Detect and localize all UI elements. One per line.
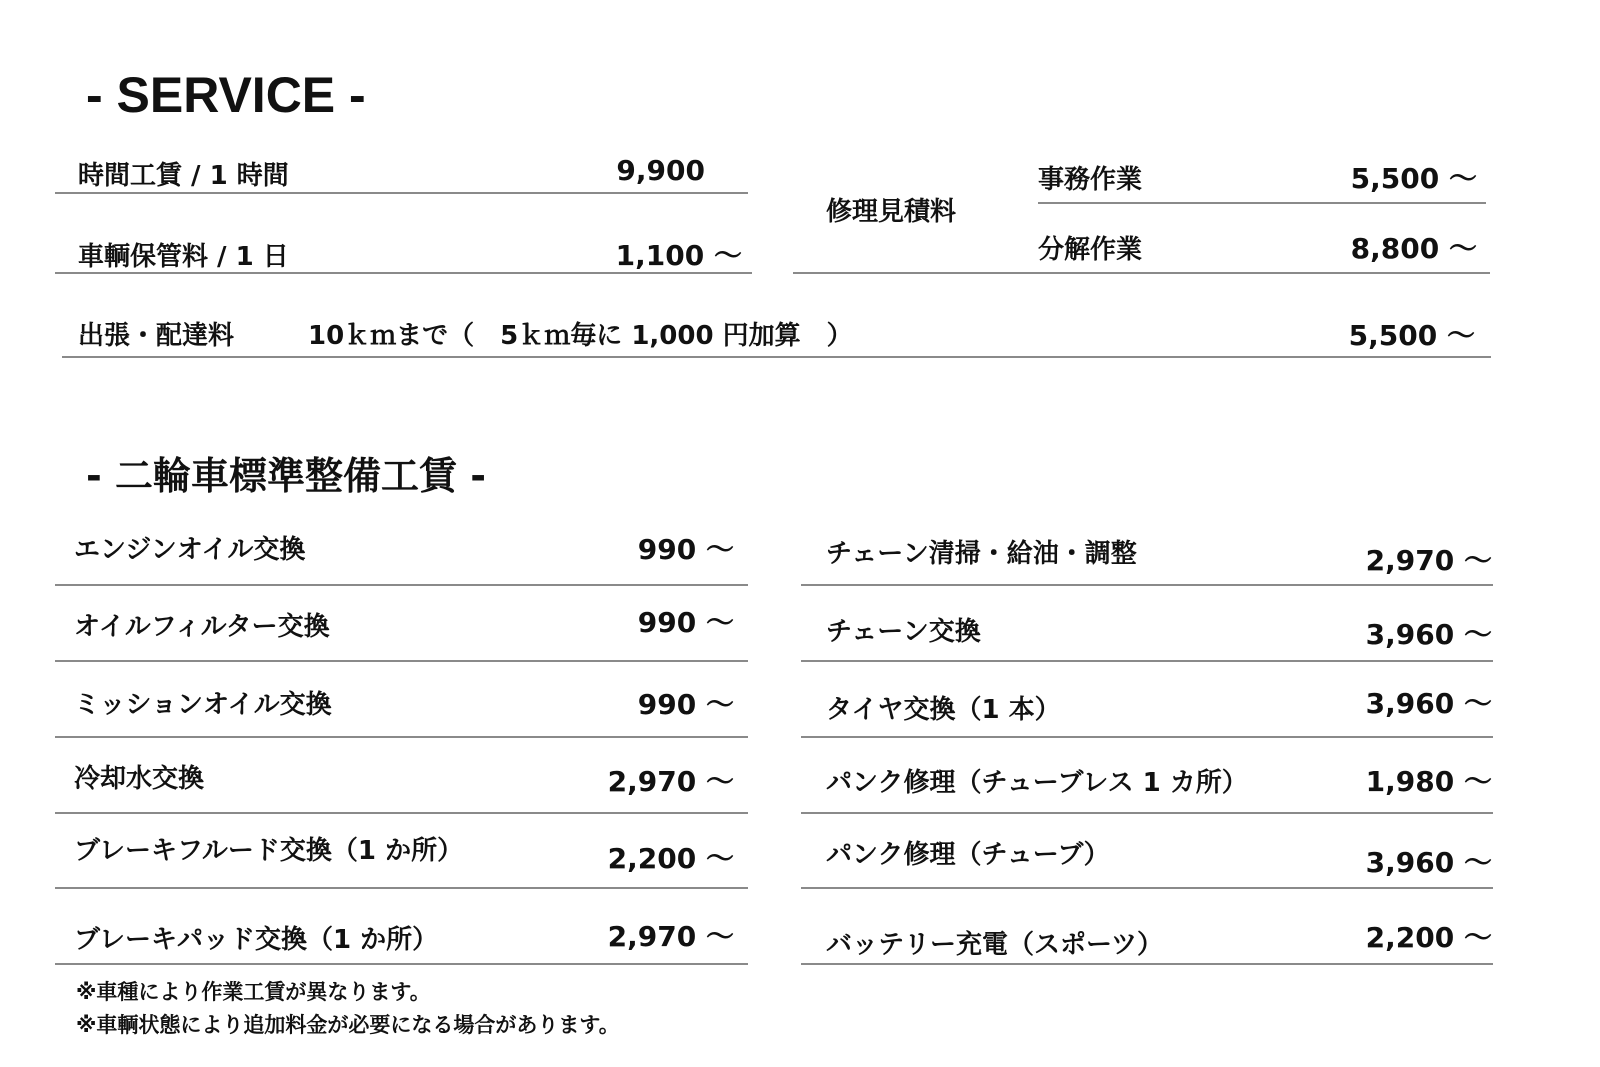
list-item-value: 990 〜: [637, 688, 734, 721]
divider: [55, 192, 748, 194]
list-item-label: オイルフィルター交換: [74, 612, 330, 642]
hourly-rate-value: 9,900: [616, 154, 705, 187]
list-item-label: パンク修理（チューブレス 1 カ所）: [826, 768, 1248, 798]
divider: [55, 887, 748, 889]
list-item-value: 3,960 〜: [1365, 618, 1492, 651]
office-work-label: 事務作業: [1038, 165, 1143, 195]
divider: [801, 812, 1493, 814]
list-item-value: 3,960 〜: [1365, 687, 1492, 720]
divider: [801, 660, 1493, 662]
divider: [62, 356, 1491, 358]
list-item-value: 990 〜: [637, 606, 734, 639]
divider: [1038, 202, 1486, 204]
divider: [55, 660, 748, 662]
disassembly-value: 8,800 〜: [1350, 232, 1477, 265]
list-item-label: ブレーキパッド交換（1 か所）: [74, 925, 439, 955]
footnote: ※車種により作業工賃が異なります。: [76, 980, 431, 1004]
divider: [801, 584, 1493, 586]
divider: [55, 963, 748, 965]
delivery-fee-note: 10ｋｍまで（ 5ｋｍ毎に 1,000 円加算 ）: [308, 321, 853, 351]
list-item-value: 2,200 〜: [1365, 921, 1492, 954]
list-item-value: 2,970 〜: [1365, 544, 1492, 577]
delivery-fee-label: 出張・配達料: [78, 321, 235, 351]
divider: [55, 584, 748, 586]
list-item-label: バッテリー充電（スポーツ）: [826, 930, 1163, 960]
footnote: ※車輌状態により追加料金が必要になる場合があります。: [76, 1013, 620, 1037]
list-item-label: タイヤ交換（1 本）: [826, 695, 1061, 725]
list-item-label: 冷却水交換: [74, 764, 205, 794]
list-item-label: パンク修理（チューブ）: [826, 840, 1110, 870]
list-item-value: 990 〜: [637, 533, 734, 566]
estimate-fee-label: 修理見積料: [826, 197, 957, 227]
list-item-label: エンジンオイル交換: [74, 535, 306, 565]
office-work-value: 5,500 〜: [1350, 162, 1477, 195]
divider: [801, 736, 1493, 738]
standard-title: - 二輪車標準整備工賃 -: [86, 454, 487, 498]
list-item-value: 2,970 〜: [607, 765, 734, 798]
divider: [801, 963, 1493, 965]
divider: [55, 736, 748, 738]
list-item-value: 2,970 〜: [607, 920, 734, 953]
list-item-label: ミッションオイル交換: [74, 690, 332, 720]
list-item-label: ブレーキフルード交換（1 か所）: [74, 836, 464, 866]
list-item-label: チェーン交換: [826, 617, 981, 647]
divider: [55, 272, 752, 274]
list-item-value: 2,200 〜: [607, 842, 734, 875]
divider: [55, 812, 748, 814]
service-title: - SERVICE -: [86, 67, 366, 123]
divider: [801, 887, 1493, 889]
delivery-fee-value: 5,500 〜: [1348, 319, 1475, 352]
list-item-label: チェーン清掃・給油・調整: [826, 539, 1137, 569]
disassembly-label: 分解作業: [1038, 235, 1143, 265]
list-item-value: 3,960 〜: [1365, 846, 1492, 879]
divider: [793, 272, 1490, 274]
list-item-value: 1,980 〜: [1365, 765, 1492, 798]
storage-fee-label: 車輌保管料 / 1 日: [78, 242, 289, 272]
storage-fee-value: 1,100 〜: [615, 239, 742, 272]
hourly-rate-label: 時間工賃 / 1 時間: [78, 161, 289, 191]
